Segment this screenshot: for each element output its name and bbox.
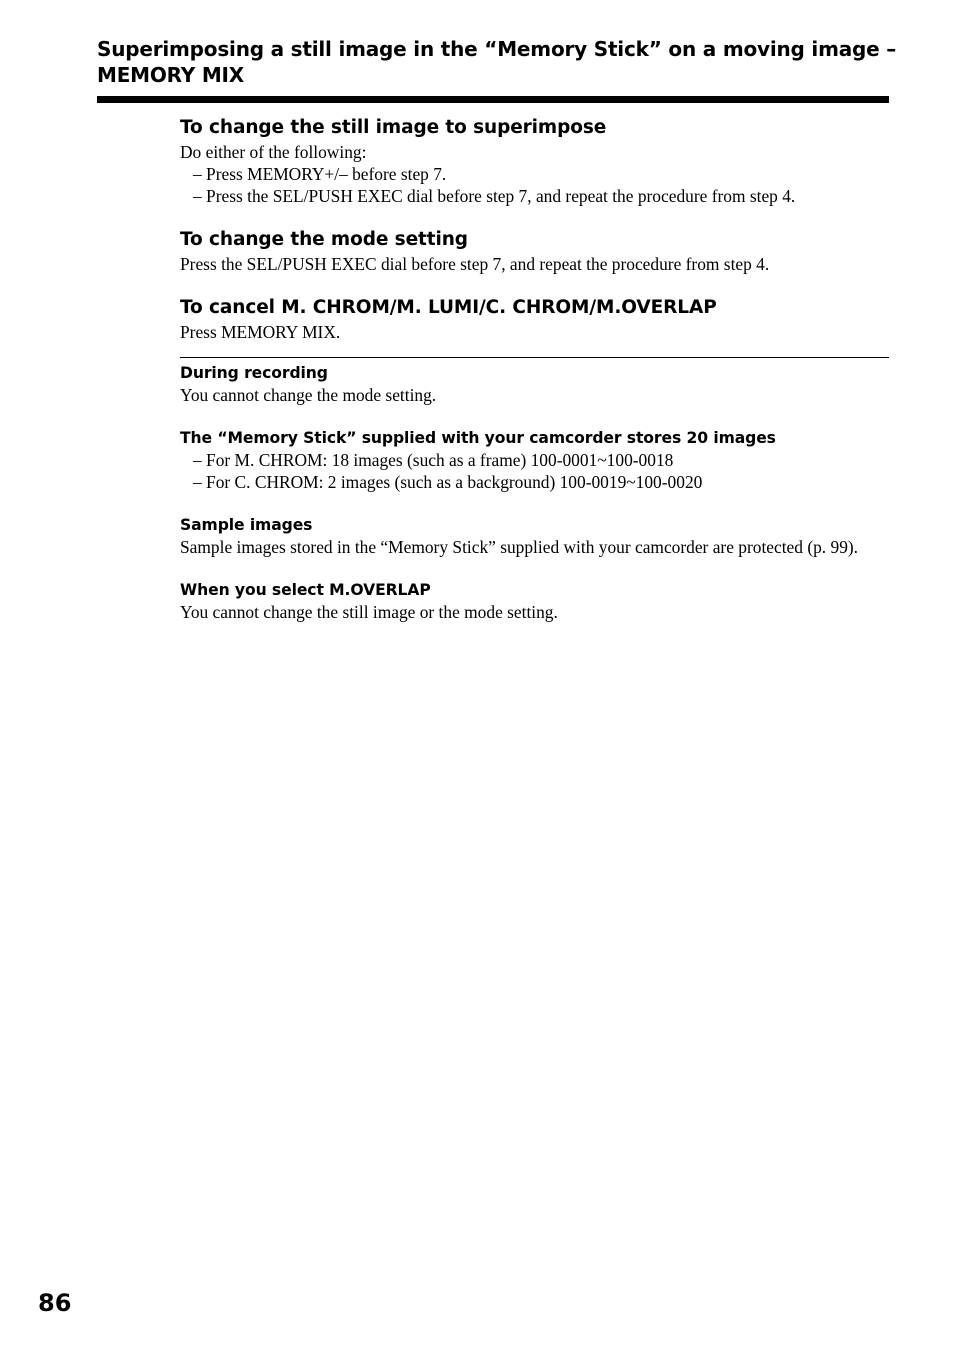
title-rule <box>97 96 889 103</box>
note-heading: Sample images <box>180 516 313 534</box>
note-heading: During recording <box>180 364 328 382</box>
section-heading: To cancel M. CHROM/M. LUMI/C. CHROM/M.OVERLAP <box>180 297 717 318</box>
page-number: 86 <box>38 1289 72 1317</box>
main-content <box>180 115 889 644</box>
page-title: Superimposing a still image in the “Memory Stick” on a moving image – MEMORY MIX <box>97 37 897 87</box>
note-m-overlap <box>180 579 889 623</box>
note-sample-images <box>180 514 889 558</box>
note-text: You cannot change the mode setting. <box>180 385 437 405</box>
list-item: – Press MEMORY+/– before step 7. <box>193 164 447 184</box>
note-memory-stick-images <box>180 427 889 493</box>
section-text: Press MEMORY MIX. <box>180 322 341 342</box>
list-item: – Press the SEL/PUSH EXEC dial before step 7, and repeat the procedure from step 4. <box>193 186 796 206</box>
note-heading: The “Memory Stick” supplied with your camcorder stores 20 images <box>180 429 776 447</box>
note-during-recording <box>180 362 889 406</box>
note-heading: When you select M.OVERLAP <box>180 581 431 599</box>
section-heading: To change the still image to superimpose <box>180 117 607 138</box>
section-text: Press the SEL/PUSH EXEC dial before step 7, and repeat the procedure from step 4. <box>180 254 770 274</box>
list-item: – For M. CHROM: 18 images (such as a frame) 100-0001~100-0018 <box>193 450 674 470</box>
section-cancel <box>180 295 889 343</box>
section-heading: To change the mode setting <box>180 229 468 250</box>
section-change-still-image <box>180 115 889 207</box>
notes-divider <box>180 357 889 358</box>
section-intro: Do either of the following: <box>180 142 367 162</box>
list-item: – For C. CHROM: 2 images (such as a background) 100-0019~100-0020 <box>193 472 703 492</box>
note-text: You cannot change the still image or the mode setting. <box>180 602 558 622</box>
note-text: Sample images stored in the “Memory Stick” supplied with your camcorder are protected (p. 99). <box>180 537 859 557</box>
section-change-mode-setting <box>180 227 889 275</box>
